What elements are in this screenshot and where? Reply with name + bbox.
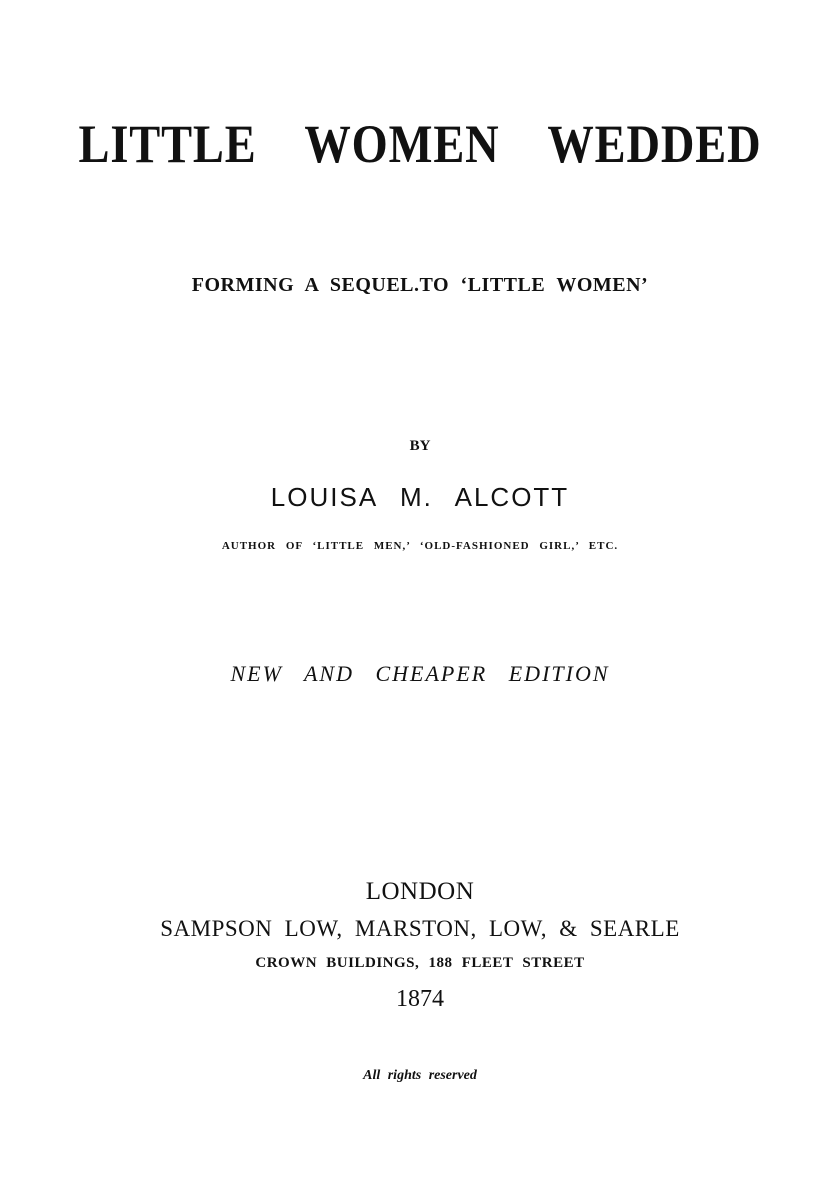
publisher-address: CROWN BUILDINGS, 188 FLEET STREET xyxy=(255,955,585,971)
publisher-name: SAMPSON LOW, MARSTON, LOW, & SEARLE xyxy=(160,916,680,941)
rights-notice: All rights reserved xyxy=(363,1068,477,1083)
author-credits: AUTHOR OF ‘LITTLE MEN,’ ‘OLD-FASHIONED GIRL,’ ETC. xyxy=(221,540,619,552)
publication-year: 1874 xyxy=(396,986,444,1012)
book-title: LITTLE WOMEN WEDDED xyxy=(78,114,762,174)
edition-note: NEW AND CHEAPER EDITION xyxy=(230,661,610,686)
by-line: BY xyxy=(409,438,431,454)
book-subtitle: FORMING A SEQUEL.TO ‘LITTLE WOMEN’ xyxy=(191,274,649,296)
author-name: LOUISA M. ALCOTT xyxy=(270,482,570,512)
publication-city: LONDON xyxy=(365,878,475,905)
